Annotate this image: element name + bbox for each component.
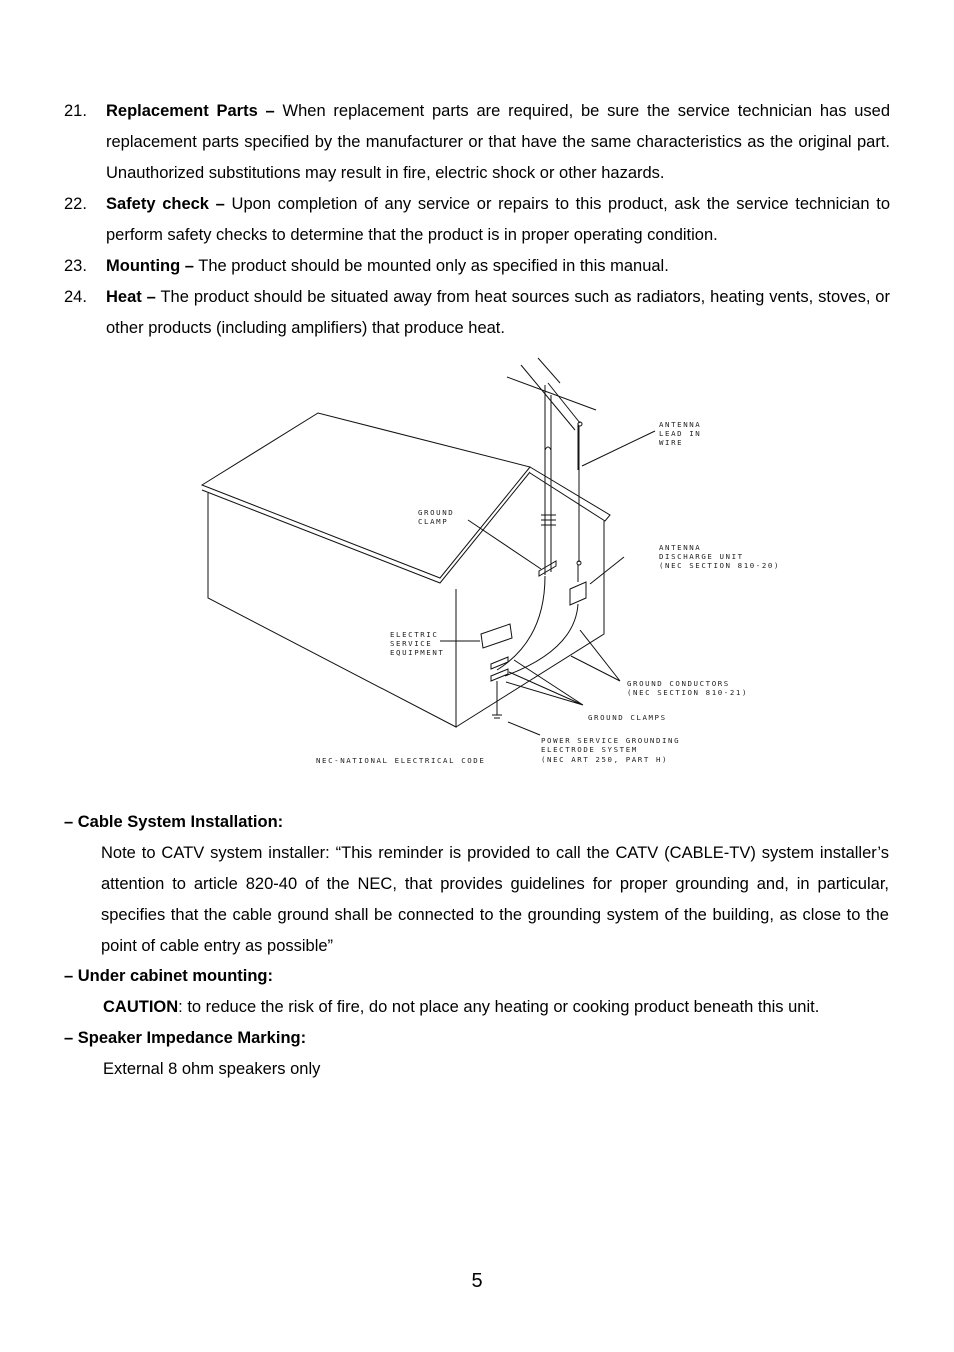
label-antenna-lead-3: WIRE (659, 438, 684, 447)
label-ground-clamp-2: CLAMP (418, 517, 449, 526)
ground-conductor-1 (497, 576, 545, 670)
speaker-heading: – Speaker Impedance Marking: (64, 1029, 307, 1047)
item-text: When replacement parts are required, be sure the service technician has used replacement parts specified by the manufacturer or that have the same characteristics as the original part. Unauthorized substitutions may result in fire, electric shock or other hazards. (106, 102, 891, 182)
item-number: 23. (64, 257, 87, 275)
caution-label: CAUTION (103, 998, 179, 1016)
cabinet-heading: – Under cabinet mounting: (64, 967, 274, 985)
item-title: Heat – (106, 288, 156, 306)
electric-service-box (481, 624, 512, 648)
label-electric-3: EQUIPMENT (390, 648, 445, 657)
label-antenna-lead-1: ANTENNA (659, 420, 702, 429)
label-nec-note: NEC-NATIONAL ELECTRICAL CODE (316, 756, 486, 765)
label-conductors-2: (NEC SECTION 810-21) (627, 688, 748, 697)
item-title: Safety check – (106, 195, 225, 213)
mast-ground-clamp (539, 561, 556, 576)
label-ground-clamp-1: GROUND (418, 508, 455, 517)
cabinet-caution (103, 992, 903, 1023)
label-power-2: ELECTRODE SYSTEM (541, 745, 638, 754)
label-power-3: (NEC ART 250, PART H) (541, 755, 669, 764)
house-wall-right (456, 521, 604, 727)
item-number: 21. (64, 102, 87, 120)
label-electric-1: ELECTRIC (390, 630, 439, 639)
item-21 (64, 96, 890, 189)
antenna-grounding-diagram (196, 352, 786, 772)
item-22 (64, 189, 890, 251)
house-roof-left (202, 413, 530, 578)
item-text: The product should be situated away from heat sources such as radiators, heating vents, stoves, or other products (including amplifiers) that produce heat. (106, 288, 890, 337)
item-text: The product should be mounted only as specified in this manual. (193, 257, 669, 275)
item-title: Replacement Parts – (106, 102, 275, 120)
cable-heading: – Cable System Installation: (64, 813, 284, 831)
house-wall-left (208, 493, 456, 727)
ground-conductor-2 (505, 604, 578, 676)
item-title: Mounting – (106, 257, 194, 275)
label-ground-clamps: GROUND CLAMPS (588, 713, 667, 722)
item-number: 22. (64, 195, 87, 213)
item-text: Upon completion of any service or repairs to this product, ask the service technician to perform safety checks to determine that the product is in proper operating condition. (106, 195, 890, 244)
label-discharge-3: (NEC SECTION 810-20) (659, 561, 780, 570)
discharge-unit (570, 582, 586, 605)
cable-body: Note to CATV system installer: “This reminder is provided to call the CATV (CABLE-TV) system installer’s attention to article 820-40 of the NEC, that provides guidelines for proper grounding and, in particular, specifies that the cable ground shall be connected to the grounding system of the building, as close to the point of cable entry as possible” (101, 844, 889, 955)
label-electric-2: SERVICE (390, 639, 433, 648)
item-23 (64, 251, 890, 282)
label-discharge-1: ANTENNA (659, 543, 702, 552)
label-power-1: POWER SERVICE GROUNDING (541, 736, 681, 745)
house-roof-right (530, 467, 610, 521)
antenna-mast (545, 447, 551, 575)
item-24 (64, 282, 890, 344)
label-conductors-1: GROUND CONDUCTORS (627, 679, 730, 688)
label-discharge-2: DISCHARGE UNIT (659, 552, 744, 561)
page-number: 5 (471, 1270, 483, 1292)
speaker-body: External 8 ohm speakers only (103, 1060, 321, 1078)
caution-text: : to reduce the risk of fire, do not place any heating or cooking product beneath this unit. (178, 998, 820, 1016)
label-antenna-lead-2: LEAD IN (659, 429, 702, 438)
item-number: 24. (64, 288, 87, 306)
